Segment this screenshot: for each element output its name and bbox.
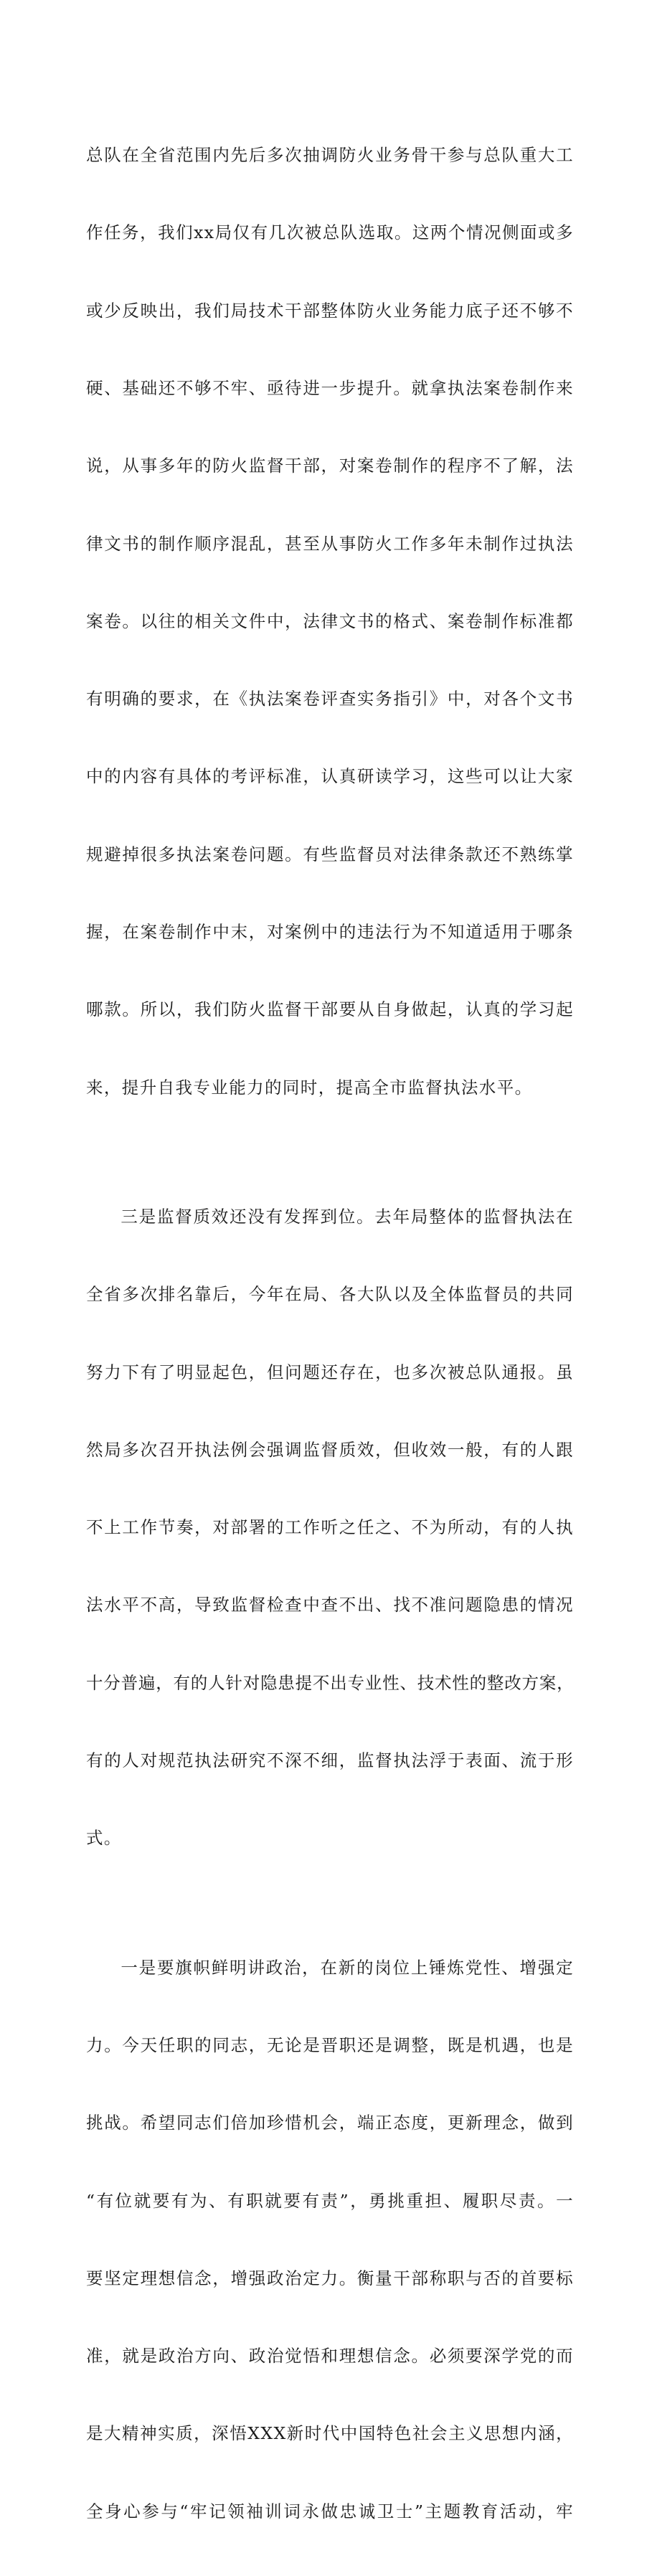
text-line: 要坚定理想信念，增强政治定力。衡量干部称职与否的首要标 xyxy=(86,2268,574,2288)
paragraph-3 xyxy=(86,1903,574,2576)
text-line: 中的内容有具体的考评标准，认真研读学习，这些可以让大家 xyxy=(86,766,574,787)
document-body xyxy=(86,90,574,2576)
text-line: 有的人对规范执法研究不深不细，监督执法浮于表面、流于形 xyxy=(86,1750,574,1770)
text-line: 作任务，我们xx局仅有几次被总队选取。这两个情况侧面或多 xyxy=(86,222,574,243)
text-line: 硬、基础还不够不牢、亟待进一步提升。就拿执法案卷制作来 xyxy=(86,378,574,399)
text-line: 然局多次召开执法例会强调监督质效，但收效一般，有的人跟 xyxy=(86,1439,574,1460)
paragraph-2 xyxy=(86,1152,574,1903)
text-line: 握，在案卷制作中末，对案例中的违法行为不知道适用于哪条 xyxy=(86,922,574,942)
text-line: 说，从事多年的防火监督干部，对案卷制作的程序不了解，法 xyxy=(86,456,574,476)
text-line: 挑战。希望同志们倍加珍惜机会，端正态度，更新理念，做到 xyxy=(86,2113,574,2133)
text-line: 准，就是政治方向、政治觉悟和理想信念。必须要深学党的而 xyxy=(86,2346,574,2367)
text-line xyxy=(86,1204,574,1230)
text-line-content: 一是要旗帜鲜明讲政治，在新的岗位上锤炼党性、增强定 xyxy=(121,1957,574,1978)
text-line: 式。 xyxy=(86,1828,122,1849)
text-line: 努力下有了明显起色，但问题还存在，也多次被总队通报。虽 xyxy=(86,1362,574,1382)
paragraph-1 xyxy=(86,90,574,1152)
text-line: 哪款。所以，我们防火监督干部要从自身做起，认真的学习起 xyxy=(86,999,574,1020)
text-line: 有明确的要求，在《执法案卷评查实务指引》中，对各个文书 xyxy=(86,689,574,709)
text-line: 规避掉很多执法案卷问题。有些监督员对法律条款还不熟练掌 xyxy=(86,844,574,864)
text-line: 律文书的制作顺序混乱，甚至从事防火工作多年未制作过执法 xyxy=(86,533,574,554)
text-line-content: 三是监督质效还没有发挥到位。去年局整体的监督执法在 xyxy=(121,1207,574,1227)
text-line: 全身心参与“牢记领袖训词永做忠诚卫士”主题教育活动，牢 xyxy=(86,2501,574,2521)
text-line: 案卷。以往的相关文件中，法律文书的格式、案卷制作标准都 xyxy=(86,610,574,631)
text-line: 法水平不高，导致监督检查中查不出、找不准问题隐患的情况 xyxy=(86,1595,574,1615)
text-line: 总队在全省范围内先后多次抽调防火业务骨干参与总队重大工 xyxy=(86,145,574,166)
text-line: 力。今天任职的同志，无论是晋职还是调整，既是机遇，也是 xyxy=(86,2035,574,2056)
text-line: 或少反映出，我们局技术干部整体防火业务能力底子还不够不 xyxy=(86,300,574,321)
text-line: “有位就要有为、有职就要有责”，勇挑重担、履职尽责。一 xyxy=(86,2190,574,2211)
text-line: 全省多次排名靠后，今年在局、各大队以及全体监督员的共同 xyxy=(86,1284,574,1305)
text-line: 是大精神实质，深悟XXX新时代中国特色社会主义思想内涵， xyxy=(86,2423,574,2444)
text-line: 不上工作节奏，对部署的工作听之任之、不为所动，有的人执 xyxy=(86,1517,574,1538)
text-line xyxy=(86,1955,574,1981)
text-line: 十分普遍，有的人针对隐患提不出专业性、技术性的整改方案， xyxy=(86,1672,575,1693)
text-line: 来，提升自我专业能力的同时，提高全市监督执法水平。 xyxy=(86,1077,533,1098)
